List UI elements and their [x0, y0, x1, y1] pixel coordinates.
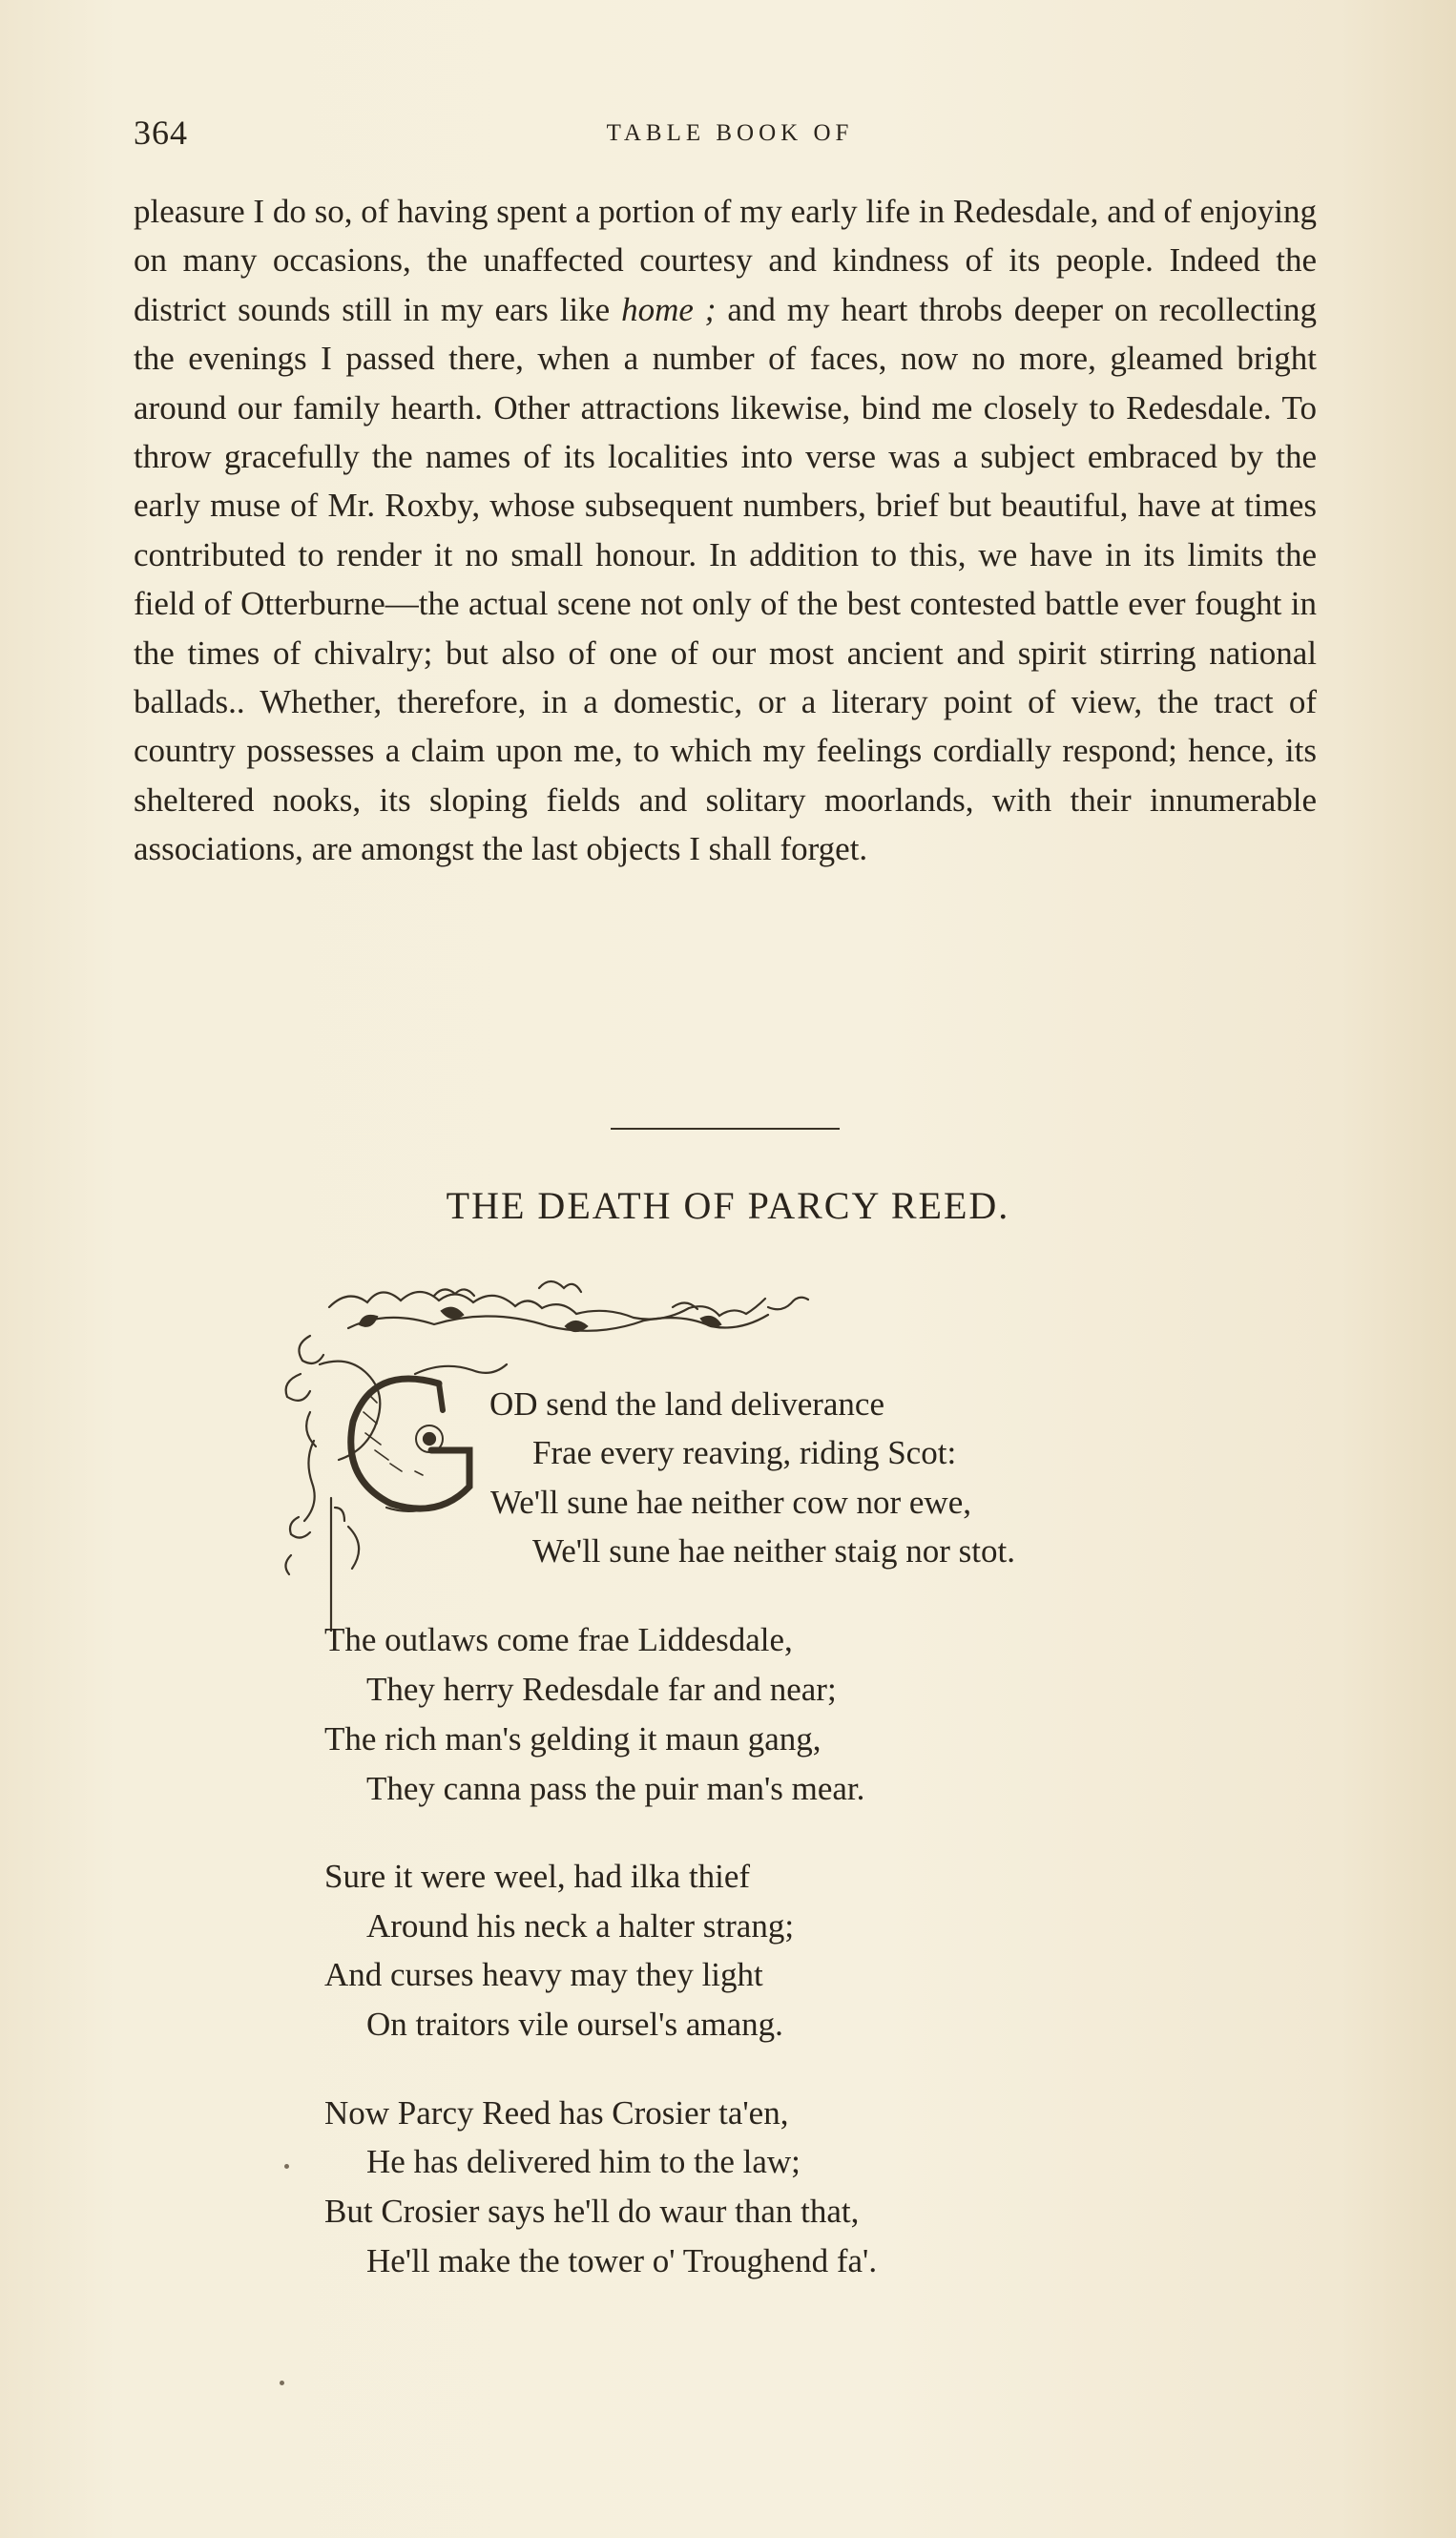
poem-line: We'll sune hae neither cow nor ewe,: [490, 1484, 971, 1521]
print-speck: [284, 2164, 289, 2169]
print-speck: [280, 2381, 284, 2385]
poem-line: OD send the land deliverance: [489, 1385, 885, 1423]
prose-text-1: pleasure I do so, of having spent a portion of my early life in Redesdale, and of enjoying on many occasions, the unaffected courtesy and kindness of its people. Indeed the district sounds still in my ears like: [134, 193, 1317, 328]
poem-line: They herry Redesdale far and near;: [366, 1671, 837, 1708]
poem-line: On traitors vile oursel's amang.: [366, 2006, 783, 2043]
prose-text-2: and my heart throbs deeper on recollecting the evenings I passed there, when a number of faces, now no more, gleamed bright around our family hearth. Other attractions likewise, bind me closely to Redesdale. To throw gracefully the names of its localities into verse was a subject embraced by the early muse of Mr. Roxby, whose subsequent numbers, brief but beautiful, have at times contributed to render it no small honour. In addition to this, we have in its limits the field of Otterburne—the actual scene not only of the best contested battle ever fought in the times of chivalry; but also of one of our most ancient and spirit stirring national ballads.. Whether, therefore, in a domestic, or a literary point of view, the tract of country possesses a claim upon me, to which my feelings cordially respond; hence, its sheltered nooks, its sloping fields and solitary moorlands, with their innumerable associations, are amongst the last objects I shall forget.: [134, 290, 1317, 868]
poem-line: But Crosier says he'll do waur than that,: [324, 2193, 860, 2230]
poem-title: THE DEATH OF PARCY REED.: [446, 1184, 1010, 1227]
poem-line: The rich man's gelding it maun gang,: [324, 1720, 822, 1758]
poem-line: Frae every reaving, riding Scot:: [532, 1434, 957, 1471]
running-head: TABLE BOOK OF: [606, 120, 854, 146]
poem-line: We'll sune hae neither staig nor stot.: [532, 1532, 1015, 1570]
poem-line: The outlaws come frae Liddesdale,: [324, 1621, 793, 1658]
section-divider: [611, 1128, 840, 1130]
page-number: 364: [134, 114, 188, 152]
poem-line: And curses heavy may they light: [324, 1956, 763, 1993]
prose-emphasis: home ;: [621, 290, 717, 328]
poem-line: Sure it were weel, had ilka thief: [324, 1858, 751, 1895]
poem-line: He'll make the tower o' Troughend fa'.: [366, 2242, 878, 2279]
prose-paragraph: [134, 187, 1317, 874]
poem-line: They canna pass the puir man's mear.: [366, 1770, 865, 1807]
poem-line: He has delivered him to the law;: [366, 2143, 801, 2180]
poem-line: Now Parcy Reed has Crosier ta'en,: [324, 2094, 789, 2132]
poem-line: Around his neck a halter strang;: [366, 1907, 795, 1945]
page-header: [134, 113, 1326, 160]
